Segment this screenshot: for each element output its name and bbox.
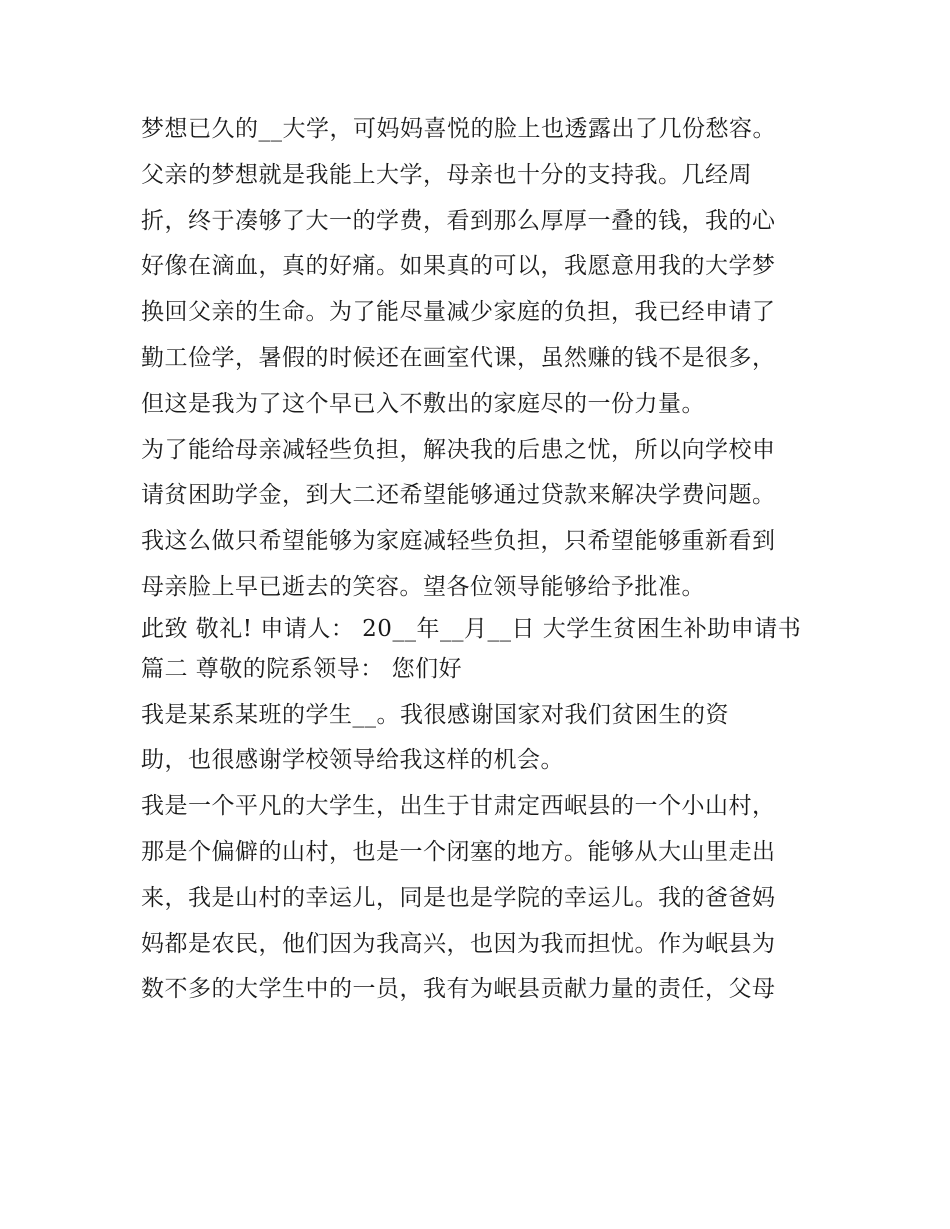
text-line: 数不多的大学生中的一员，我有为岷县贡献力量的责任，父母 — [141, 976, 776, 1003]
text-line: 梦想已久的__大学，可妈妈喜悦的脸上也透露出了几份愁容。 — [141, 116, 776, 142]
text-line: 我是某系某班的学生__。我很感谢国家对我们贫困生的资 — [141, 701, 729, 728]
text-line: 来，我是山村的幸运儿，同是也是学院的幸运儿。我的爸爸妈 — [141, 884, 776, 911]
text-line: 我是一个平凡的大学生，出生于甘肃定西岷县的一个小山村， — [141, 793, 776, 820]
document-body — [141, 107, 821, 1013]
text-line: 父亲的梦想就是我能上大学，母亲也十分的支持我。几经周 — [141, 161, 752, 188]
text-line: 但这是我为了这个早已入不敷出的家庭尽的一份力量。 — [141, 390, 705, 417]
text-line: 为了能给母亲减轻些负担，解决我的后患之忧，所以向学校申 — [141, 436, 776, 463]
text-line: 请贫困助学金，到大二还希望能够通过贷款来解决学费问题。 — [141, 482, 776, 509]
text-line: 妈都是农民，他们因为我高兴，也因为我而担忧。作为岷县为 — [141, 930, 776, 957]
text-line: 助，也很感谢学校领导给我这样的机会。 — [141, 747, 564, 774]
text-line: 此致 敬礼! 申请人： 20__年__月__日 大学生贫困生补助申请书 — [141, 615, 802, 642]
text-line: 我这么做只希望能够为家庭减轻些负担，只希望能够重新看到 — [141, 528, 776, 555]
text-line: 好像在滴血，真的好痛。如果真的可以，我愿意用我的大学梦 — [141, 253, 776, 280]
text-line: 篇二 尊敬的院系领导： 您们好 — [141, 655, 463, 682]
text-line: 换回父亲的生命。为了能尽量减少家庭的负担，我已经申请了 — [141, 299, 776, 326]
text-line: 折，终于凑够了大一的学费，看到那么厚厚一叠的钱，我的心 — [141, 207, 776, 234]
text-line: 勤工俭学，暑假的时候还在画室代课，虽然赚的钱不是很多， — [141, 344, 776, 371]
text-line: 那是个偏僻的山村，也是一个闭塞的地方。能够从大山里走出 — [141, 838, 776, 865]
text-line: 母亲脸上早已逝去的笑容。望各位领导能够给予批准。 — [141, 573, 705, 600]
